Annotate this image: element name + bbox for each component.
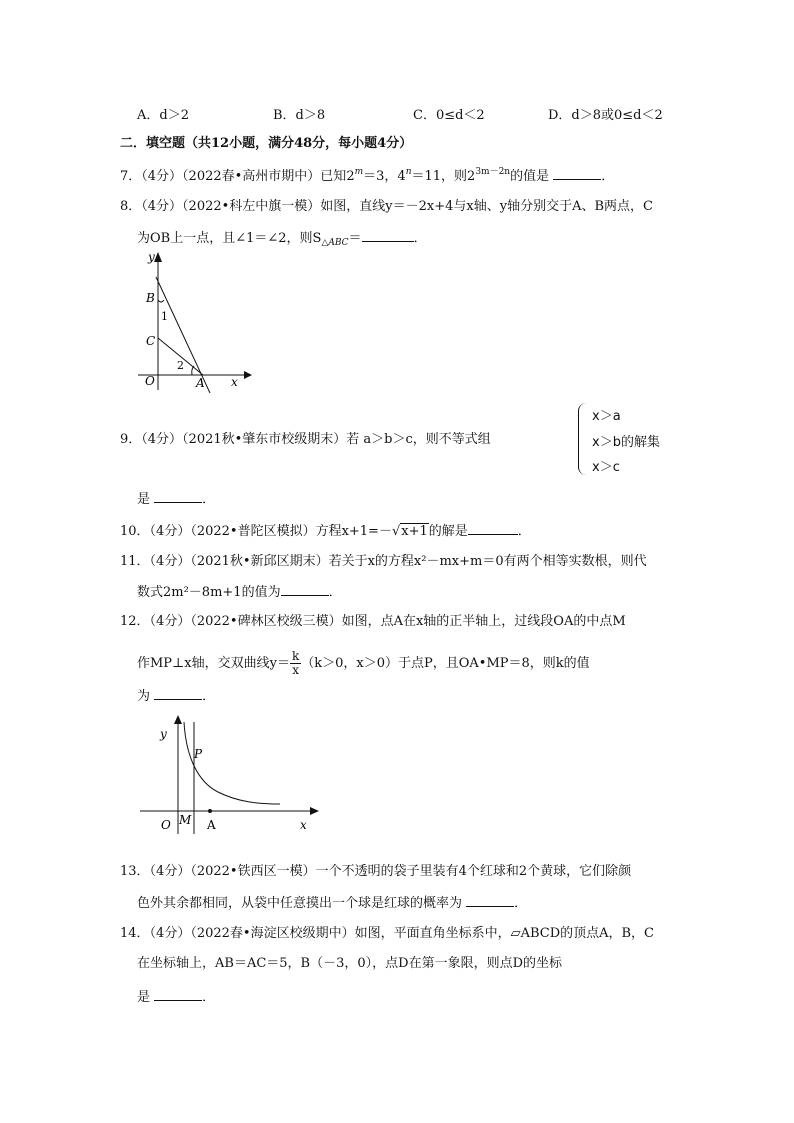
q10-sqrt-sign: √ (391, 524, 401, 539)
q7-base: 2 (346, 169, 355, 184)
q9-row-2: x＞b的解集 (592, 435, 660, 450)
q9-line1: 9．（4分）（2021秋•肇东市校级期末）若 a＞b＞c，则不等式组 (120, 432, 491, 447)
q7-prefix: （4分）（2022春•高州市期中）已知 (141, 169, 347, 184)
q12-line2 (137, 649, 590, 679)
section-title: 二．填空题（共12小题，满分48分，每小题4分） (120, 136, 413, 151)
q12-frac-num: k (291, 649, 300, 663)
q9-end: ． (202, 492, 216, 507)
q11-answer-blank[interactable] (281, 583, 329, 596)
q9-row-1: x＞a (592, 409, 621, 424)
q12-label-y: y (160, 727, 167, 741)
q8-line1: 8．（4分）（2022•科左中旗一模）如图，直线y＝－2x+4与x轴、y轴分别交于A、B两点，C (120, 199, 653, 214)
q12-y-arrow (174, 715, 182, 724)
q14-line3 (137, 988, 215, 1006)
q12-x-arrow (310, 807, 319, 815)
q9-answer-blank[interactable] (154, 490, 202, 503)
q7-post: 的值是 (510, 169, 550, 184)
q13-answer-blank[interactable] (466, 894, 514, 907)
q9-row-3: x＞c (592, 460, 620, 475)
q12-hyperbola (184, 722, 280, 804)
q12-point-a (208, 809, 212, 813)
question-10 (120, 522, 531, 540)
q8-label-angle2: 2 (177, 359, 184, 372)
q14-line1: 14．（4分）（2022春•海淀区校级期中）如图，平面直角坐标系中，▱ABCD的顶点A，B，C (120, 926, 655, 941)
q7-end: ． (601, 169, 615, 184)
q12-line3-text: 为 (137, 689, 151, 704)
q12-line2-post: （k＞0，x＞0）于点P，且OA•MP＝8，则k的值 (301, 656, 590, 671)
q8-label-c: C (146, 334, 156, 348)
q12-label-o: O (161, 818, 171, 832)
q7-answer-blank[interactable] (553, 167, 601, 180)
q11-line2-text: 数式2m²－8m+1的值为 (137, 585, 281, 600)
q8-label-angle1: 1 (161, 310, 168, 323)
q8-label-o: O (145, 374, 155, 388)
q12-frac-den: x (292, 663, 299, 677)
q10-pre: 10．（4分）（2022•普陀区模拟）方程x+1=－ (120, 524, 392, 539)
q11-line2 (137, 583, 342, 601)
option-b: B．d＞8 (273, 108, 326, 123)
q8-line2-pre: 为OB上一点，且∠1＝∠2，则S (137, 231, 322, 246)
q12-line3 (137, 687, 215, 705)
q8-label-a: A (196, 376, 205, 390)
q13-line2 (137, 894, 527, 912)
q10-answer-blank[interactable] (468, 522, 518, 535)
q8-label-b: B (146, 291, 155, 305)
q14-end: ． (202, 990, 216, 1005)
q8-y-arrow (154, 252, 162, 262)
q13-line2-text: 色外其余都相同，从袋中任意摸出一个球是红球的概率为 (137, 896, 463, 911)
q8-angle1-arc (158, 300, 164, 302)
q9-line2 (137, 490, 215, 508)
q7-exp-n: n (405, 167, 412, 177)
q13-end: ． (514, 896, 528, 911)
q8-label-x: x (231, 375, 238, 389)
q8-end: ． (413, 231, 427, 246)
question-7 (120, 167, 614, 185)
q7-base2: 2 (467, 169, 476, 184)
q14-line2: 在坐标轴上，AB＝AC＝5，B（－3，0），点D在第一象限，则点D的坐标 (137, 956, 562, 971)
q12-label-p: P (194, 747, 203, 761)
q12-label-m: M (179, 813, 192, 827)
q8-figure (134, 250, 254, 395)
q9-line2-text: 是 (137, 492, 151, 507)
option-a: A．d＞2 (137, 108, 189, 123)
q8-x-arrow (244, 371, 252, 379)
q14-line3-text: 是 (137, 990, 151, 1005)
q7-mid: ＝3，4 (363, 169, 406, 184)
q11-end: ． (328, 585, 342, 600)
q8-answer-blank[interactable] (362, 229, 414, 242)
q7-mid2: ＝11，则 (411, 169, 468, 184)
q12-end: ． (202, 689, 216, 704)
option-c: C．0≤d＜2 (413, 108, 485, 123)
q13-line1: 13．（4分）（2022•铁西区一模）一个不透明的袋子里装有4个红球和2个黄球，它们除颜 (120, 864, 632, 879)
q14-answer-blank[interactable] (154, 988, 202, 1001)
q12-label-a: A (207, 818, 216, 832)
q9-brace (578, 403, 587, 475)
q9-inequality-system (578, 403, 698, 475)
q7-number: 7． (120, 169, 142, 184)
q8-line2-post: ＝ (348, 231, 362, 246)
q8-area-sub: △ABC (321, 238, 349, 248)
q10-radicand: x+1 (401, 524, 428, 539)
q7-exp-m: m (354, 167, 364, 177)
q12-fraction (290, 650, 301, 677)
q12-line1: 12．（4分）（2022•碑林区校级三模）如图，点A在x轴的正半轴上，过线段OA的中点M (120, 614, 626, 629)
q7-exponent: 3m－2n (475, 167, 511, 177)
q8-label-y: y (148, 250, 155, 264)
q8-line2 (137, 229, 427, 247)
q12-label-x: x (300, 818, 307, 832)
q11-line1: 11．（4分）（2021秋•新邱区期末）若关于x的方程x²－mx+m＝0有两个相等实数根，则代 (120, 554, 647, 569)
option-d: D．d＞8或0≤d＜2 (548, 108, 663, 123)
q12-figure (138, 712, 323, 837)
q12-answer-blank[interactable] (154, 687, 202, 700)
q12-line2-pre: 作MP⊥x轴，交双曲线y＝ (137, 656, 290, 671)
q10-post: 的解是 (428, 524, 468, 539)
q10-end: ． (517, 524, 531, 539)
